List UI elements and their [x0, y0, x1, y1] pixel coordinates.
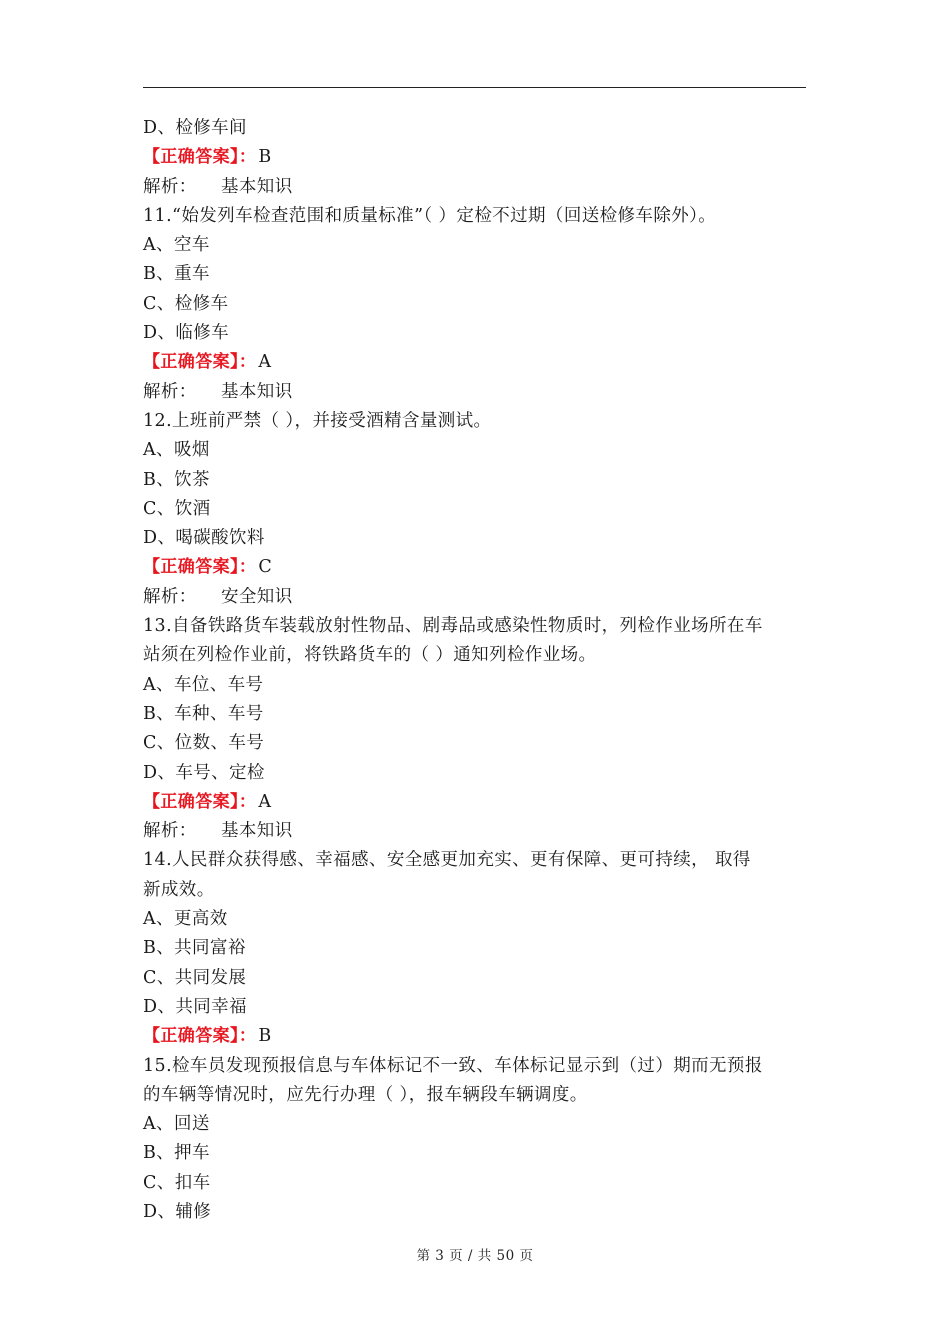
correct-answer-label: 【正确答案】：	[143, 557, 257, 578]
text-line: A、空车	[143, 235, 210, 256]
text-line: B、饮茶	[143, 469, 210, 490]
correct-answer-value: A	[258, 352, 272, 373]
analysis-line	[143, 583, 806, 612]
text-line: 的车辆等情况时，应先行办理（ ），报车辆段车辆调度。	[143, 1084, 588, 1105]
text-line: 14.人民群众获得感、幸福感、安全感更加充实、更有保障、更可持续， 取得	[143, 850, 751, 871]
document-body	[143, 114, 806, 1227]
text-line: 12.上班前严禁（ ），并接受酒精含量测试。	[143, 410, 492, 431]
text-line: B、押车	[143, 1143, 210, 1164]
analysis-line	[143, 378, 806, 407]
text-line: 站须在列检作业前，将铁路货车的（ ）通知列检作业场。	[143, 645, 597, 666]
text-line: B、共同富裕	[143, 938, 246, 959]
text-line: D、临修车	[143, 323, 230, 344]
text-line: C、共同发展	[143, 967, 247, 988]
analysis-label: 解析：	[143, 381, 197, 402]
header-rule	[143, 87, 806, 88]
correct-answer-line	[143, 143, 806, 172]
correct-answer-line	[143, 788, 806, 817]
text-line: 11.“始发列车检查范围和质量标准”（ ）定检不过期（回送检修车除外）。	[143, 205, 717, 226]
analysis-value: 安全知识	[221, 586, 293, 607]
text-line: C、检修车	[143, 293, 229, 314]
text-line: 新成效。	[143, 879, 215, 900]
text-line: A、车位、车号	[143, 674, 264, 695]
analysis-value: 基本知识	[221, 176, 293, 197]
text-line: 13.自备铁路货车装载放射性物品、剧毒品或感染性物质时，列检作业场所在车	[143, 616, 763, 637]
correct-answer-line	[143, 1022, 806, 1051]
correct-answer-value: B	[258, 1026, 272, 1047]
analysis-value: 基本知识	[221, 381, 293, 402]
text-line: A、吸烟	[143, 440, 210, 461]
text-line: A、更高效	[143, 909, 228, 930]
text-line: A、回送	[143, 1114, 210, 1135]
text-line: D、喝碳酸饮料	[143, 528, 265, 549]
analysis-label: 解析：	[143, 821, 197, 842]
text-line: D、辅修	[143, 1201, 212, 1222]
text-line: 15.检车员发现预报信息与车体标记不一致、车体标记显示到（过）期而无预报	[143, 1055, 763, 1076]
analysis-value: 基本知识	[221, 821, 293, 842]
correct-answer-value: B	[258, 147, 272, 168]
page-footer: 第 3 页 / 共 50 页	[416, 1248, 534, 1264]
text-line: C、位数、车号	[143, 733, 265, 754]
analysis-label: 解析：	[143, 586, 197, 607]
analysis-line	[143, 173, 806, 202]
correct-answer-label: 【正确答案】：	[143, 147, 257, 168]
correct-answer-line	[143, 348, 806, 377]
text-line: D、车号、定检	[143, 762, 265, 783]
text-line: B、车种、车号	[143, 703, 264, 724]
correct-answer-label: 【正确答案】：	[143, 1026, 257, 1047]
correct-answer-value: A	[258, 791, 272, 812]
text-line: C、扣车	[143, 1172, 211, 1193]
correct-answer-line	[143, 553, 806, 582]
text-line: D、检修车间	[143, 118, 247, 138]
text-line: D、共同幸福	[143, 996, 247, 1017]
analysis-line	[143, 817, 806, 846]
text-line: C、饮酒	[143, 498, 211, 519]
correct-answer-value: C	[258, 557, 273, 578]
text-line: B、重车	[143, 264, 210, 285]
correct-answer-label: 【正确答案】：	[143, 352, 257, 373]
analysis-label: 解析：	[143, 176, 197, 197]
correct-answer-label: 【正确答案】：	[143, 791, 257, 812]
